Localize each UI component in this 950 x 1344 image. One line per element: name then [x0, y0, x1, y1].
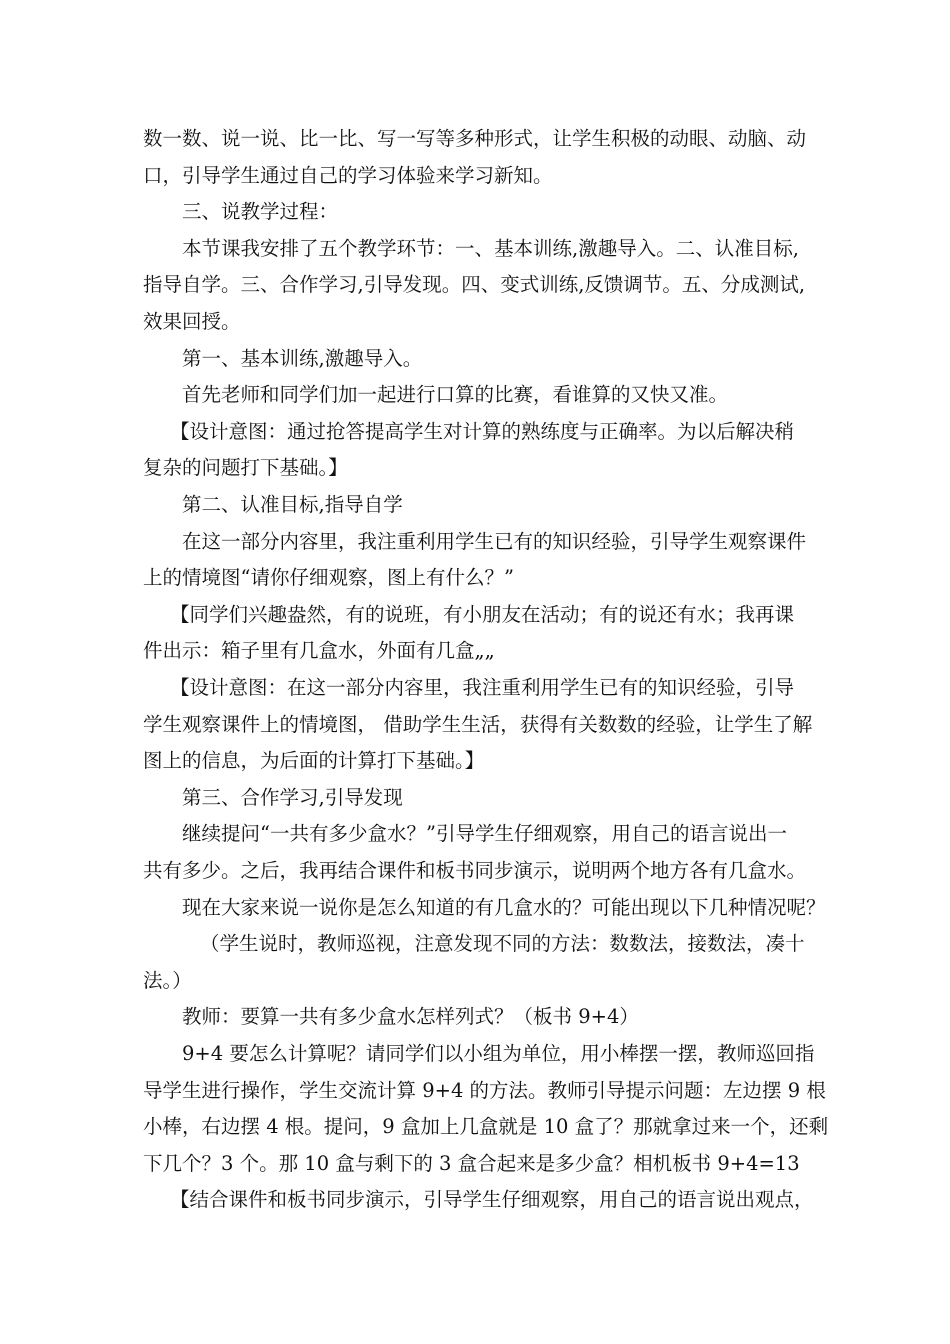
paragraph-line: 口，引导学生通过自己的学习体验来学习新知。	[143, 164, 553, 187]
subsection-heading: 第一、基本训练,激趣导入。	[182, 347, 423, 370]
paragraph-line: 上的情境图“请你仔细观察，图上有什么？”	[143, 566, 514, 589]
paragraph-line: 9+4 要怎么计算呢？请同学们以小组为单位，用小棒摆一摆，教师巡回指	[182, 1042, 815, 1065]
design-intent-line: 【设计意图：通过抢答提高学生对计算的熟练度与正确率。为以后解决稍	[170, 420, 795, 443]
paragraph-line: 小棒，右边摆 4 根。提问，9 盒加上几盒就是 10 盒了？那就拿过来一个，还剩	[143, 1115, 829, 1138]
paragraph-line: 【同学们兴趣盎然，有的说班，有小朋友在活动；有的说还有水；我再课	[170, 603, 795, 626]
paragraph-line: 本节课我安排了五个教学环节：一、基本训练,激趣导入。二、认准目标,	[182, 237, 799, 260]
paragraph-line: 指导自学。三、合作学习,引导发现。四、变式训练,反馈调节。五、分成测试,	[143, 273, 806, 296]
paragraph-line: 现在大家来说一说你是怎么知道的有几盒水的？可能出现以下几种情况呢？	[182, 896, 826, 919]
section-heading: 三、说教学过程：	[182, 200, 339, 223]
paragraph-line: 下几个？3 个。那 10 盒与剩下的 3 盒合起来是多少盒？相机板书 9+4=13	[143, 1152, 800, 1175]
design-intent-line: 学生观察课件上的情境图， 借助学生生活，获得有关数数的经验，让学生了解	[143, 713, 813, 736]
design-intent-line: 【结合课件和板书同步演示，引导学生仔细观察，用自己的语言说出观点，	[170, 1188, 814, 1211]
paragraph-line: 导学生进行操作，学生交流计算 9+4 的方法。教师引导提示问题：左边摆 9 根	[143, 1079, 826, 1102]
design-intent-line: 复杂的问题打下基础。】	[143, 456, 348, 479]
paragraph-line: 件出示：箱子里有几盒水，外面有几盒„„	[143, 639, 495, 662]
paragraph-line: 首先老师和同学们加一起进行口算的比赛，看谁算的又快又准。	[182, 383, 729, 406]
design-intent-line: 图上的信息，为后面的计算打下基础。】	[143, 749, 485, 772]
subsection-heading: 第三、合作学习,引导发现	[182, 786, 403, 809]
paragraph-line: 教师：要算一共有多少盒水怎样列式？（板书 9+4）	[182, 1005, 639, 1028]
paragraph-line: 数一数、说一说、比一比、写一写等多种形式，让学生积极的动眼、动脑、动	[143, 127, 807, 150]
design-intent-line: 【设计意图：在这一部分内容里，我注重利用学生已有的知识经验，引导	[170, 676, 795, 699]
paragraph-line: 共有多少。之后，我再结合课件和板书同步演示，说明两个地方各有几盒水。	[143, 859, 807, 882]
paragraph-line: （学生说时，教师巡视，注意发现不同的方法：数数法，接数法，凑十	[200, 932, 805, 955]
paragraph-line: 继续提问“一共有多少盒水？”引导学生仔细观察，用自己的语言说出一	[182, 822, 787, 845]
paragraph-line: 效果回授。	[143, 310, 241, 333]
subsection-heading: 第二、认准目标,指导自学	[182, 493, 403, 516]
paragraph-line: 法。）	[143, 969, 192, 992]
paragraph-line: 在这一部分内容里，我注重利用学生已有的知识经验，引导学生观察课件	[182, 530, 807, 553]
